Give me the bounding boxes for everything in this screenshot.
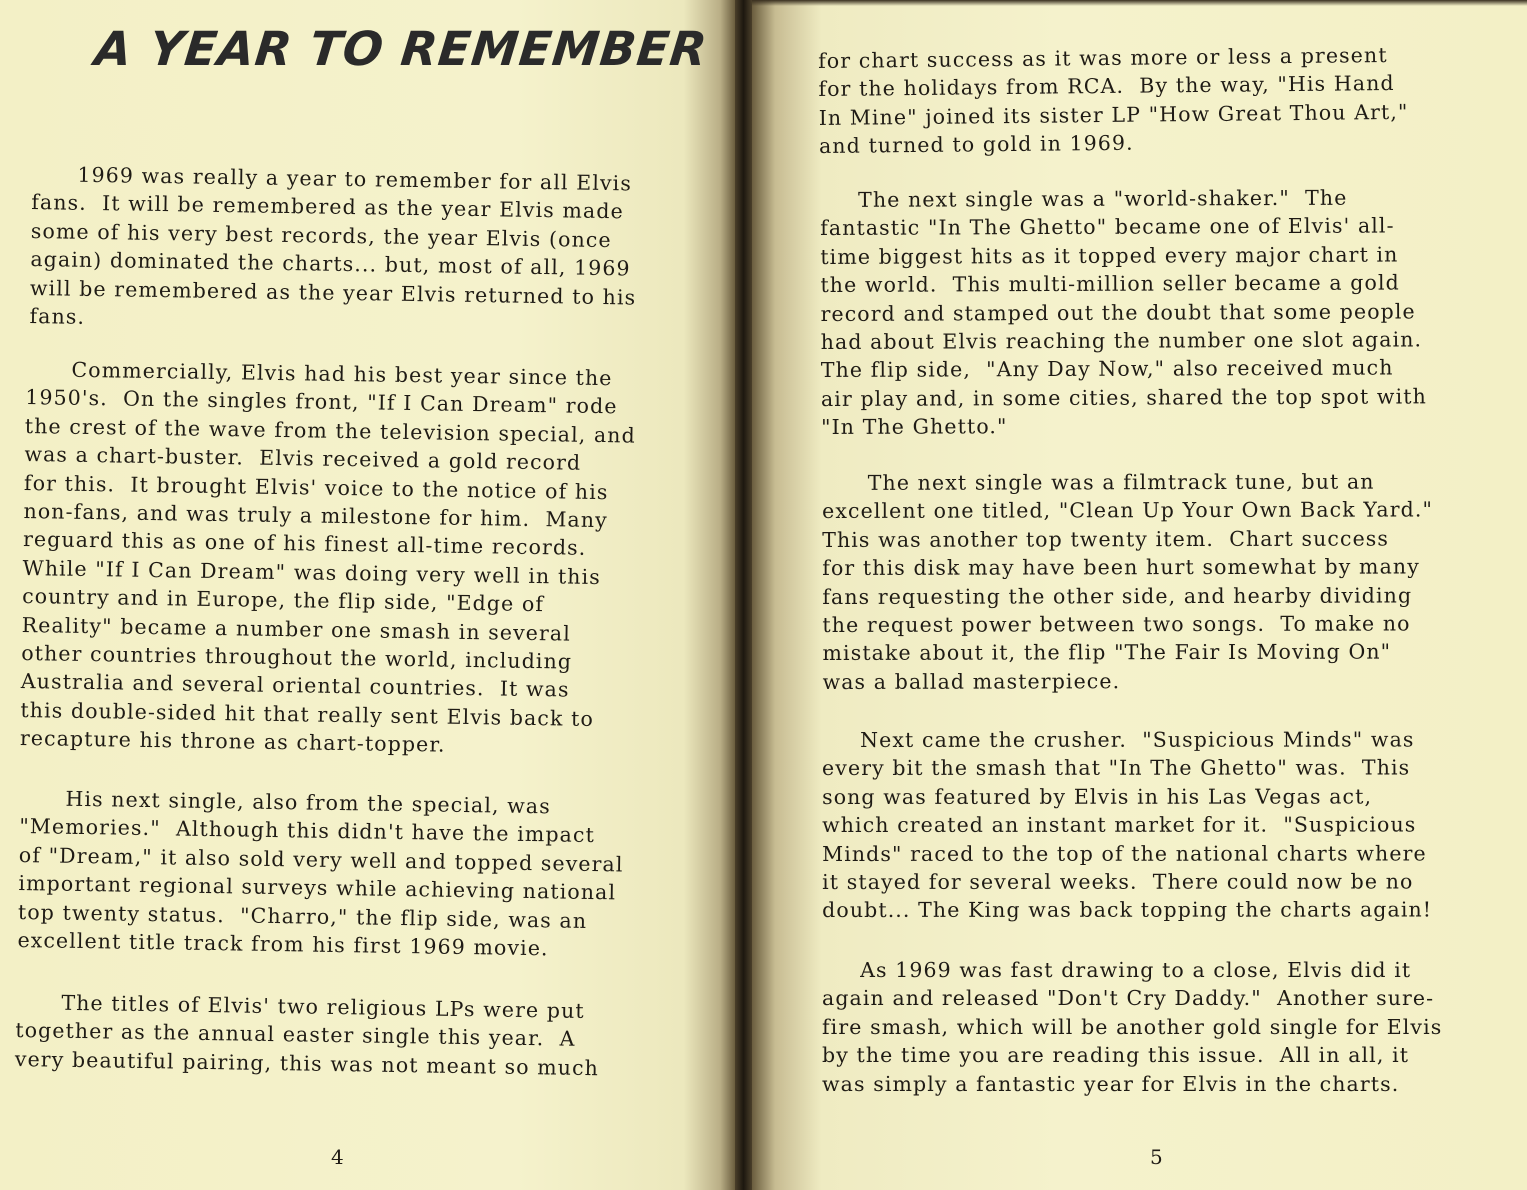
right-paragraph-3: The next single was a filmtrack tune, but an excellent one titled, "Clean Up Your Own Back Yard." This was another top twenty item. Chart success for this disk may have been hurt somewhat by many fans requesting the other side, and hearby dividing the request power between two songs. To make no mistake about it, the flip "The Fair Is Moving On" was a ballad masterpiece.: [822, 469, 1434, 694]
left-paragraph-4: The titles of Elvis' two religious LPs were put together as the annual easter single this year. A very beautiful pairing, this was not meant so much: [14, 989, 600, 1080]
page-number-left: 4: [331, 1145, 344, 1169]
right-paragraph-1: for chart success as it was more or less a present for the holidays from RCA. By the way, "His Hand In Mine" joined its sister LP "How Great Thou Art," and turned to gold in 1969.: [818, 43, 1409, 159]
right-paragraph-2: The next single was a "world-shaker." The fantastic "In The Ghetto" became one of Elvis' all- time biggest hits as it topped every major chart in the world. This multi-million seller became a gold record and stamped out the doubt that some people had about Elvis reaching the number one slot again. The flip side, "Any Day Now," also received much air play and, in some cities, shared the top spot with "In The Ghetto.": [820, 185, 1427, 440]
right-paragraph-4: Next came the crusher. "Suspicious Minds" was every bit the smash that "In The Ghetto" was. This song was featured by Elvis in his Las Vegas act, which created an instant market for it. "Suspicious Minds" raced to the top of the national charts where it stayed for several weeks. There could now be no doubt... The King was back topping the charts again!: [822, 727, 1433, 923]
left-paragraph-1: 1969 was really a year to remember for all Elvis fans. It will be remembered as the year Elvis made some of his very best records, the year Elvis (once again) dominated the charts... but, most of all, 1969 will be remembered as the year Elvis returned to his fans.: [29, 161, 637, 329]
left-paragraph-2: Commercially, Elvis had his best year since the 1950's. On the singles front, "If I Can Dream" rode the crest of the wave from the television special, and was a chart-buster. Elvis received a gold record for this. It brought Elvis' voice to the notice of his non-fans, and was truly a milestone for him. Many reguard this as one of his finest all-time records. While "If I Can Dream" was doing very well in this country and in Europe, the flip side, "Edge of Reality" became a number one smash in several other countries throughout the world, including Australia and several oriental countries. It was this double-sided hit that really sent Elvis back to recapture his throne as chart-topper.: [19, 356, 637, 757]
page-top-shadow: [752, 0, 1527, 6]
article-title: A YEAR TO REMEMBER: [92, 22, 711, 77]
left-page: [0, 0, 735, 1190]
left-paragraph-3: His next single, also from the special, was "Memories." Although this didn't have the impact of "Dream," it also sold very well and topped several important regional surveys while achieving national top twenty status. "Charro," the flip side, was an excellent title track from his first 1969 movie.: [17, 785, 624, 961]
right-paragraph-5: As 1969 was fast drawing to a close, Elvis did it again and released "Don't Cry Daddy." Another sure- fire smash, which will be another gold single for Elvis by the time you are reading this issue. All in all, it was simply a fantastic year for Elvis in the charts.: [822, 958, 1443, 1096]
right-page: [752, 0, 1527, 1190]
page-number-right: 5: [1150, 1145, 1163, 1169]
book-gutter: [735, 0, 752, 1190]
